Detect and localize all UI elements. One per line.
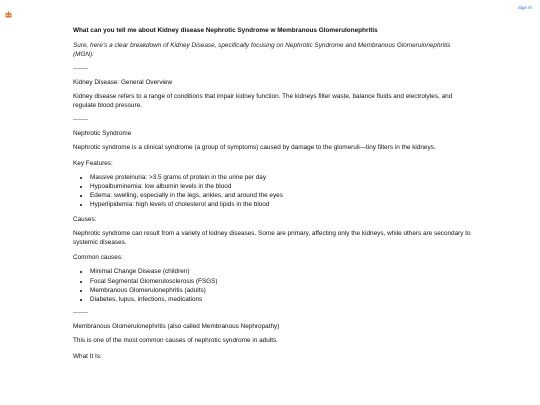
membranous-paragraph: This is one of the most common causes of nephrotic syndrome in adults.	[73, 337, 278, 345]
page-title: What can you tell me about Kidney disease Nephrotic Syndrome w Membranous Glomerulonephritis	[73, 27, 378, 34]
sign-in-link[interactable]: Sign In	[517, 5, 532, 10]
what-it-is-label: What It Is:	[73, 352, 102, 360]
intro-text: Sure, here’s a clear breakdown of Kidney Disease, specifically focusing on Nephrotic Syndrome and Membranous Glomerulonephritis (MGN):	[73, 42, 451, 59]
common-causes-label: Common causes:	[73, 254, 123, 262]
top-bar	[0, 0, 540, 18]
divider: ———	[73, 117, 88, 124]
list-item: • Edema: swelling, especially in the legs, ankles, and around the eyes	[90, 191, 473, 200]
list-item: • Focal Segmental Glomerulosclerosis (FSGS)	[90, 277, 473, 286]
key-features-list	[73, 173, 473, 210]
causes-paragraph: Nephrotic syndrome can result from a variety of kidney diseases. Some are primary, affecting only the kidneys, while others are secondary to systemic diseases.	[73, 229, 471, 247]
overview-paragraph: Kidney disease refers to a range of conditions that impair kidney function. The kidneys filter waste, balance fluids and electrolytes, and regulate blood pressure.	[73, 92, 453, 110]
document-body	[73, 26, 473, 366]
divider: ———	[73, 65, 88, 72]
list-item: • Membranous Glomerulonephritis (adults)	[90, 286, 473, 295]
key-features-label: Key Features:	[73, 159, 113, 167]
section-heading-nephrotic: Nephrotic Syndrome	[73, 130, 132, 138]
section-heading-overview: Kidney Disease: General Overview	[73, 78, 173, 86]
list-item: • Hypoalbuminemia: low albumin levels in the blood	[90, 182, 473, 191]
app-logo-icon[interactable]	[5, 5, 12, 12]
list-item: • Hyperlipidemia: high levels of cholesterol and lipids in the blood	[90, 200, 473, 209]
divider: ———	[73, 310, 88, 317]
list-item: • Minimal Change Disease (children)	[90, 267, 473, 276]
nephrotic-paragraph: Nephrotic syndrome is a clinical syndrome (a group of symptoms) caused by damage to the glomeruli—tiny filters in the kidneys.	[73, 144, 436, 152]
list-item: • Diabetes, lupus, infections, medications	[90, 295, 473, 304]
list-item: • Massive proteinuria: >3.5 grams of protein in the urine per day	[90, 173, 473, 182]
section-heading-membranous: Membranous Glomerulonephritis (also called Membranous Nephropathy)	[73, 323, 280, 331]
common-causes-list	[73, 267, 473, 304]
causes-label: Causes:	[73, 215, 97, 223]
